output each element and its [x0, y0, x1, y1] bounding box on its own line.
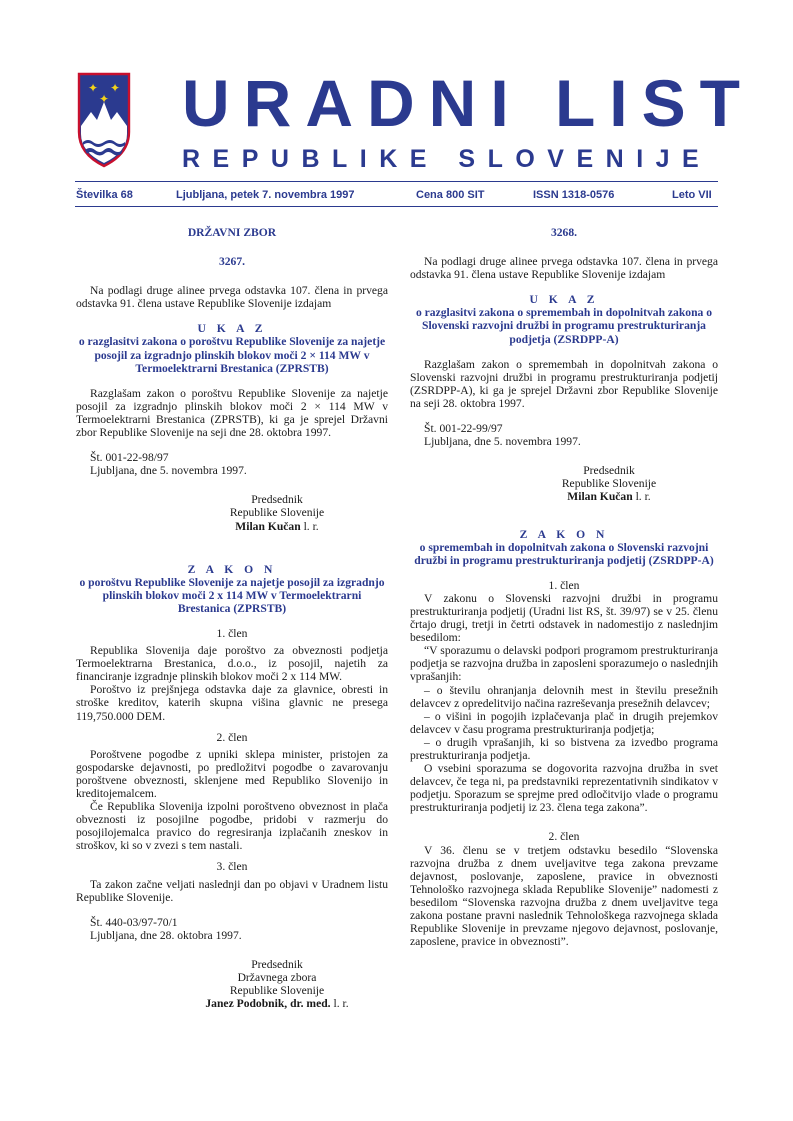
act-number: 3268.	[550, 226, 578, 239]
zakon-title: o spremembah in dopolnitvah zakona o Slovenski razvojni družbi in programu prestrukturiranja podjetij (ZSRDPP-A)	[414, 540, 714, 567]
ukaz-heading: U K A Z	[197, 322, 267, 336]
article-heading: 3. člen	[216, 860, 248, 874]
signature-org: Republike Slovenije	[229, 506, 325, 520]
article-list-item: – o višini in pogojih izplačevanja plač in drugih prejemkov delavcev v času programa prestrukturiranja podjetja;	[410, 709, 718, 736]
article-paragraph: Republika Slovenija daje poroštvo za obveznosti podjetja Termoelektrarna Brestanica, d.o.o., iz posojil, najetih za financiranje izgradnje plinskih blokov moči 2 x 114 MW.	[76, 644, 388, 684]
signature-org: Republike Slovenije	[229, 984, 325, 998]
zakon-heading: Z A K O N	[187, 562, 277, 576]
coat-of-arms-icon	[75, 72, 133, 168]
signature-suffix: l. r.	[632, 490, 651, 504]
masthead-title: URADNI LIST	[182, 66, 754, 140]
ukaz-title: o razglasitvi zakona o spremembah in dopolnitvah zakona o Slovenski razvojni družbi in programu prestrukturiranja podjetja (ZSRDPP-A)	[415, 306, 713, 346]
section-heading: DRŽAVNI ZBOR	[187, 226, 277, 239]
signature-block	[76, 958, 388, 1010]
zakon-title: o poroštvu Republike Slovenije za najetje posojil za izgradnjo plinskih blokov moči 2 x 114 MW v Termoelektrarni Brestanica (ZPRSTB)	[79, 575, 385, 615]
svg-text:✦: ✦	[88, 81, 99, 95]
article-paragraph: V 36. členu se v tretjem odstavku besedilo “Slovenska razvojna družba z dnem uveljavitve tega zakona prevzame dejavnost, poslovanje, zaposlene, pravice in obveznosti Tehnološko razvojnega sklada Republike Slovenije” nadomesti z besedilom “Slovenska razvojna družba z dnem uveljavitve tega zakona postane pravni naslednik Tehnološkega razvojnega sklada Republike Slovenije in prevzame njegovo dejavnost, poslovanje, zaposlene, pravice in obveznosti”.	[410, 843, 718, 949]
left-column	[76, 226, 388, 1010]
article-heading: 2. člen	[216, 730, 248, 744]
article-heading: 1. člen	[548, 578, 580, 592]
zakon-place-date: Ljubljana, dne 28. oktobra 1997.	[90, 928, 242, 942]
signature-role: Predsednik	[583, 464, 635, 478]
signature-suffix: l. r.	[300, 519, 319, 533]
article-paragraph: Če Republika Slovenija izpolni poroštveno obveznost in plača obveznosti iz posojilne pogodbe, pridobi v razmerju do posojilojemalca pravico do regresiranja izplačanih zneskov in stroškov, ki so v zvezi s tem nastali.	[76, 800, 388, 853]
signature-name: Milan Kučan	[567, 490, 633, 504]
masthead-subtitle: REPUBLIKE SLOVENIJE	[182, 145, 712, 173]
signature-role: Predsednik	[251, 493, 303, 507]
article-paragraph: Poroštvo iz prejšnjega odstavka daje za glavnice, obresti in stroške kreditov, katerih skupna višina glavnic ne presega 119,750.000 DEM.	[76, 683, 388, 723]
issue-number: Številka 68	[76, 189, 133, 201]
article-list-item: – o številu ohranjanja delovnih mest in številu presežnih delavcev z opredelitvijo načina razreševanja presežnih delavcev;	[410, 683, 718, 710]
bottom-rule	[75, 206, 718, 207]
ukaz-heading: U K A Z	[529, 293, 599, 307]
intro-paragraph: Na podlagi druge alinee prvega odstavka 107. člena in prvega odstavka 91. člena ustave Republike Slovenije izdajam	[410, 255, 718, 282]
ukaz-title: o razglasitvi zakona o poroštvu Republike Slovenije za najetje posojil za izgradnjo plinskih blokov moči 2 × 114 MW v Termoelektrarni Brestanica (ZPRSTB)	[78, 335, 386, 375]
signature-role: Predsednik	[251, 957, 303, 971]
svg-text:✦: ✦	[110, 81, 121, 95]
ukaz-place-date: Ljubljana, dne 5. novembra 1997.	[424, 435, 581, 449]
issue-date: Ljubljana, petek 7. novembra 1997	[176, 189, 355, 201]
signature-block	[76, 493, 388, 532]
ukaz-reference: Št. 001-22-98/97	[90, 451, 169, 465]
ukaz-place-date: Ljubljana, dne 5. novembra 1997.	[90, 464, 247, 478]
article-paragraph: O vsebini sporazuma se dogovorita razvojna družba in svet delavcev, če tega ni, pa predstavniki reprezentativnih sindikatov v podjetju. Sporazum se sprejme pred odločitvijo vlade o programu prestrukturiranja podjetij iz 23. člena tega zakona”.	[410, 762, 718, 815]
signature-name: Janez Podobnik, dr. med.	[205, 997, 331, 1011]
ukaz-body: Razglašam zakon o spremembah in dopolnitvah zakona o Slovenski razvojni družbi in programu prestrukturiranja podjetij (ZSRDPP-A), ki ga je sprejel Državni zbor Republike Slovenije na seji 28. oktobra 1997.	[410, 357, 718, 410]
signature-block	[410, 464, 718, 503]
act-number: 3267.	[218, 255, 246, 269]
article-paragraph: “V sporazumu o delavski podpori programom prestrukturiranja podjetja se razvojna družba in zaposleni sporazumejo o naslednjih vprašanjih:	[410, 644, 718, 684]
ukaz-reference: Št. 001-22-99/97	[424, 422, 503, 436]
signature-org: Državnega zbora	[237, 971, 317, 985]
top-rule	[75, 181, 718, 182]
svg-text:✦: ✦	[99, 92, 110, 106]
signature-org: Republike Slovenije	[561, 477, 657, 491]
intro-paragraph: Na podlagi druge alinee prvega odstavka 107. člena in prvega odstavka 91. člena ustave Republike Slovenije izdajam	[76, 284, 388, 311]
zakon-heading: Z A K O N	[519, 527, 609, 541]
article-paragraph: Poroštvene pogodbe z upniki sklepa minister, pristojen za gospodarske dejavnosti, po predložitvi pogodbe o zavarovanju poroštvene obveznosti, sklenjene med Republiko Slovenijo in kreditojemalcem.	[76, 747, 388, 800]
ukaz-body: Razglašam zakon o poroštvu Republike Slovenije za najetje posojil za izgradnjo plinskih blokov moči 2 × 114 MW v Termoelektrarni Brestanica (ZPRSTB), ki ga je sprejel Državni zbor Republike Slovenije na seji dne 28. oktobra 1997.	[76, 386, 388, 440]
article-heading: 2. člen	[548, 830, 580, 844]
signature-suffix: l. r.	[330, 997, 349, 1011]
article-paragraph: V zakonu o Slovenski razvojni družbi in programu prestrukturiranja podjetij (Uradni list RS, št. 39/97) se v 25. členu črtajo drugi, tretji in četrti odstavek in nadomestijo z naslednjim besedilom:	[410, 591, 718, 645]
right-column	[410, 226, 718, 948]
signature-name: Milan Kučan	[235, 519, 301, 533]
article-list-item: – o drugih vprašanjih, ki so bistvena za izvedbo programa prestrukturiranja podjetja.	[410, 735, 718, 762]
article-heading: 1. člen	[216, 626, 248, 640]
zakon-reference: Št. 440-03/97-70/1	[90, 915, 178, 929]
issue-price: Cena 800 SIT	[416, 189, 485, 201]
volume: Leto VII	[672, 189, 712, 201]
issn: ISSN 1318-0576	[533, 189, 615, 201]
article-paragraph: Ta zakon začne veljati naslednji dan po objavi v Uradnem listu Republike Slovenije.	[76, 877, 388, 904]
